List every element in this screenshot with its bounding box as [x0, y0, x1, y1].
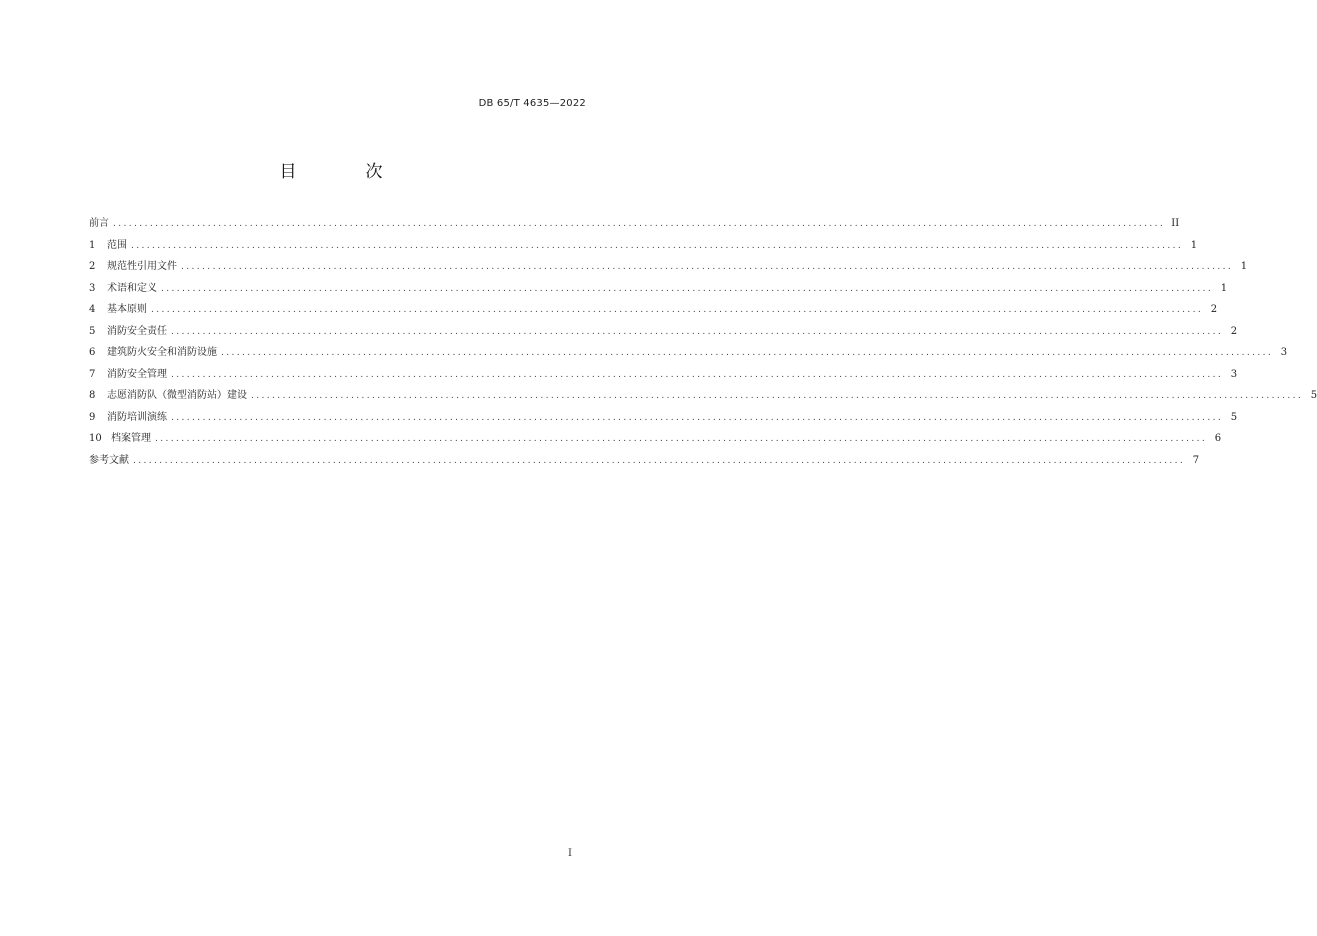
toc-entry-number: 2 [89, 261, 96, 272]
toc-entry-page: 3 [1280, 347, 1288, 358]
toc-entry[interactable] [89, 343, 1288, 365]
toc-entry-number: 1 [89, 239, 96, 251]
toc-entry-page: II [1171, 218, 1180, 229]
toc-entry-label: 消防安全管理 [107, 368, 167, 380]
table-of-contents [89, 214, 1317, 472]
toc-entry-page: 1 [1240, 261, 1248, 272]
toc-entry-page: 2 [1210, 304, 1218, 315]
toc-leader-dots: ........................................................................................................................................................................................................ [171, 369, 1224, 380]
toc-entry[interactable] [89, 279, 1228, 301]
toc-entry-page: 5 [1230, 411, 1238, 423]
toc-entry-label: 基本原则 [107, 304, 147, 315]
toc-entry-page: 1 [1220, 282, 1228, 294]
toc-entry-number: 8 [89, 390, 96, 401]
page-number: I [568, 848, 572, 859]
toc-entry[interactable] [89, 386, 1317, 408]
toc-entry-label: 志愿消防队（微型消防站）建设 [107, 390, 247, 401]
document-code: DB 65/T 4635—2022 [478, 98, 586, 109]
toc-leader-dots: ........................................................................................................................................................................................................ [251, 391, 1304, 401]
toc-entry-number: 4 [89, 304, 96, 315]
toc-entry-label: 规范性引用文件 [107, 261, 177, 272]
toc-entry[interactable] [89, 365, 1238, 387]
toc-leader-dots: ........................................................................................................................................................................................................ [181, 262, 1234, 272]
page-title: 目 次 [279, 162, 409, 182]
toc-entry[interactable] [89, 322, 1238, 344]
toc-entry-number: 7 [89, 368, 96, 380]
toc-entry-page: 6 [1214, 433, 1222, 444]
toc-entry-page: 7 [1192, 454, 1200, 466]
toc-entry-label: 参考文献 [89, 454, 129, 466]
toc-entry-label: 建筑防火安全和消防设施 [107, 347, 217, 358]
toc-entry-label: 消防安全责任 [107, 325, 167, 337]
toc-leader-dots: ........................................................................................................................................................................................................ [171, 326, 1224, 337]
toc-entry[interactable] [89, 451, 1200, 473]
toc-leader-dots: ........................................................................................................................................................................................................ [133, 455, 1186, 466]
toc-entry-label: 消防培训演练 [107, 411, 167, 423]
toc-entry[interactable] [89, 429, 1222, 451]
toc-entry-number: 10 [89, 433, 102, 444]
toc-entry-label: 术语和定义 [107, 282, 157, 294]
toc-entry[interactable] [89, 300, 1218, 322]
toc-entry-page: 2 [1230, 325, 1238, 337]
toc-leader-dots: ........................................................................................................................................................................................................ [155, 434, 1208, 444]
toc-entry-number: 3 [89, 282, 96, 294]
toc-entry-label: 范围 [107, 239, 127, 251]
toc-leader-dots: ........................................................................................................................................................................................................ [113, 219, 1166, 229]
toc-leader-dots: ........................................................................................................................................................................................................ [161, 283, 1214, 294]
toc-entry-label: 档案管理 [111, 433, 151, 444]
toc-entry-page: 1 [1190, 239, 1198, 251]
toc-entry[interactable] [89, 257, 1248, 279]
toc-entry[interactable] [89, 236, 1198, 258]
toc-leader-dots: ........................................................................................................................................................................................................ [151, 305, 1204, 315]
toc-leader-dots: ........................................................................................................................................................................................................ [131, 240, 1184, 251]
toc-leader-dots: ........................................................................................................................................................................................................ [171, 412, 1224, 423]
toc-entry[interactable] [89, 408, 1238, 430]
toc-entry-page: 3 [1230, 368, 1238, 380]
toc-entry-label: 前言 [89, 218, 109, 229]
toc-entry-number: 6 [89, 347, 96, 358]
toc-entry[interactable] [89, 214, 1180, 236]
toc-entry-page: 5 [1310, 390, 1317, 401]
toc-leader-dots: ........................................................................................................................................................................................................ [221, 348, 1274, 358]
toc-entry-number: 5 [89, 325, 96, 337]
toc-entry-number: 9 [89, 411, 96, 423]
